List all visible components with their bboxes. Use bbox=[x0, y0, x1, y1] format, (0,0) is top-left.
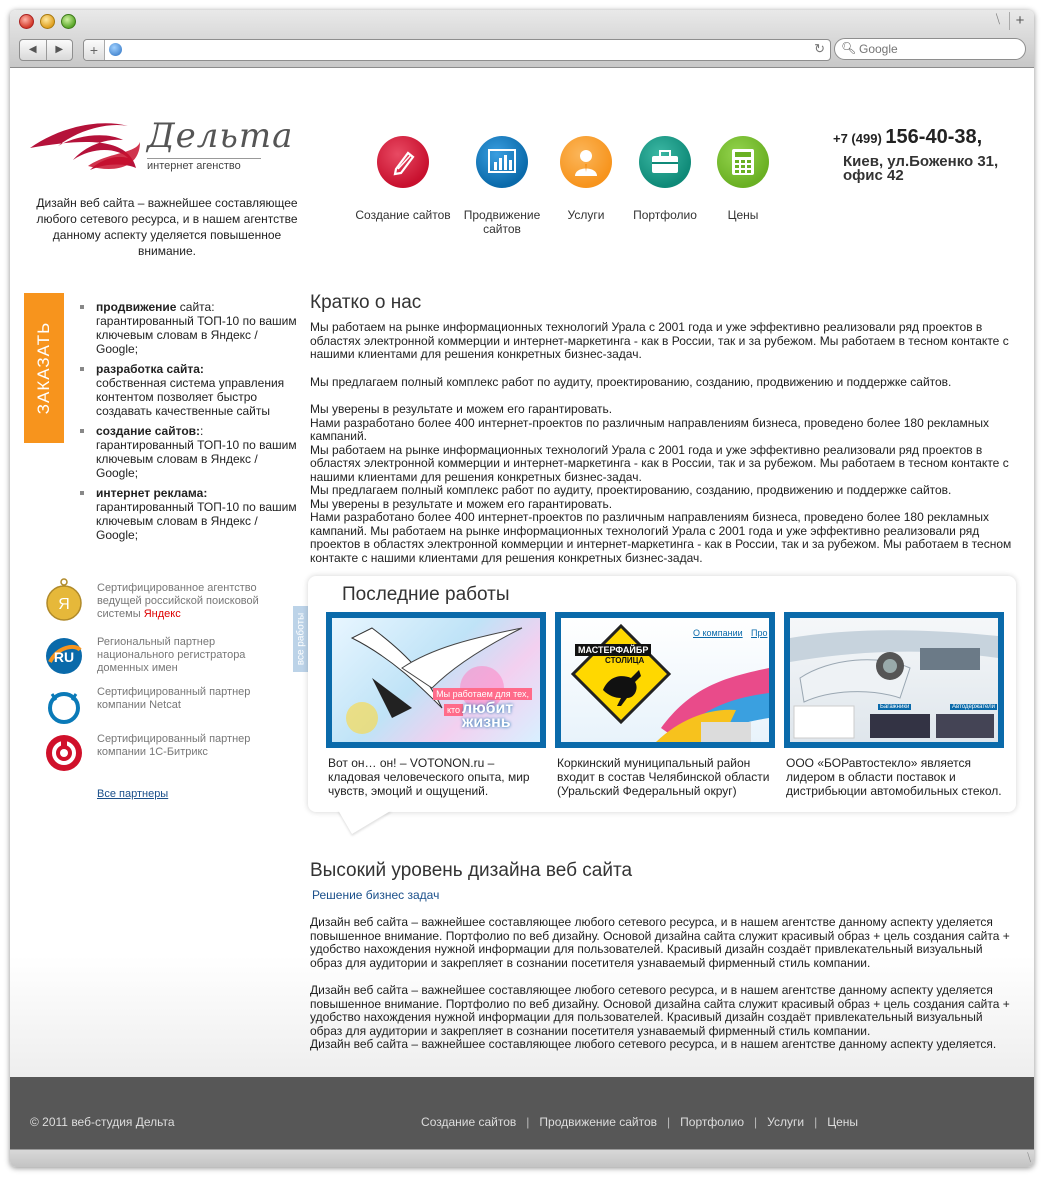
person-icon bbox=[560, 136, 612, 188]
thumb-text: СТОЛИЦА bbox=[605, 656, 645, 665]
nav-create-sites[interactable] bbox=[353, 136, 453, 222]
list-item bbox=[80, 486, 302, 542]
thumb-text: Мы работаем для тех, bbox=[433, 688, 532, 700]
phone-number bbox=[833, 126, 982, 149]
about-paragraph: Мы уверены в результате и можем его гарантировать. Нами разработано более 400 интернет-проектов по различным направлениям бизнеса, проведено более 180 рекламных кампаний. Мы работаем на рынке информационных технологий Урала с 2001 года и уже эффективно реализовали ряд проектов в областях электронной коммерции и интернет-маркетинга - как в России, так и за рубежом. Мы работаем в тесном контакте с нашими клиентами для решения конкретных бизнес-задач. Мы предлагаем полный комплекс работ по аудиту, проектированию, созданию, продвижению и поддержке сайтов. Мы уверены в результате и можем его гарантировать. Нами разработано более 400 интернет-проектов по различным направлениям бизнеса, проведено более 180 рекламных кампаний. Мы работаем на рынке информационных технологий Урала с 2001 года и уже эффективно реализовали ряд проектов в областях электронной коммерции и интернет-маркетинга - как в России, так и за рубежом. Мы работаем в тесном контакте с нашими клиентами для решения конкретных бизнес-задач. bbox=[310, 402, 1012, 565]
reload-icon[interactable]: ↻ bbox=[814, 41, 825, 56]
browser-status-bar bbox=[10, 1149, 1034, 1167]
work-card-votonon[interactable] bbox=[326, 612, 546, 798]
resize-corner-icon[interactable]: ⧹ bbox=[1027, 1152, 1031, 1164]
service-title[interactable]: продвижение bbox=[96, 300, 177, 314]
footer-link-create[interactable]: Создание сайтов bbox=[421, 1115, 517, 1129]
about-paragraph: Мы предлагаем полный комплекс работ по аудиту, проектированию, созданию, продвижению и поддержке сайтов. bbox=[310, 374, 952, 389]
partner-text-highlight: Яндекс bbox=[143, 608, 181, 620]
design-paragraph: Дизайн веб сайта – важнейшее составляющее любого сетевого ресурса, и в нашем агентстве данному аспекту уделяется повышенное внимание. Портфолио по веб дизайну. Основой дизайна сайта служит красивый образ + цель создания сайта + удобство нахождения нужной информации для пользователей. Красивый дизайн создаёт привлекательный визуальный образ для аудитории и закрепляет в сознании посетителя узнаваемый фирменный стиль компании. Дизайн веб сайта – важнейшее составляющее любого сетевого ресурса, и в нашем агентстве данному аспекту уделяется. bbox=[310, 983, 1010, 1051]
nav-label: Портфолио bbox=[633, 208, 697, 222]
footer-link-services[interactable]: Услуги bbox=[767, 1115, 805, 1129]
partner-text: Сертифицированный партнер компании 1С-Битрикс bbox=[97, 733, 251, 758]
phone-main: 156-40-38 bbox=[885, 126, 977, 148]
service-desc: гарантированный ТОП-10 по вашим ключевым словам в Яндекс / Google; bbox=[96, 500, 297, 542]
yandex-medal-icon bbox=[44, 576, 84, 622]
delta-logo-icon[interactable] bbox=[28, 118, 143, 178]
all-works-tab[interactable] bbox=[293, 606, 309, 672]
speech-bubble-tail bbox=[338, 810, 392, 834]
footer-separator: | bbox=[667, 1115, 671, 1129]
services-list bbox=[80, 300, 302, 548]
work-thumbnail[interactable] bbox=[790, 618, 998, 742]
minimize-window-button[interactable] bbox=[40, 14, 55, 29]
footer-links bbox=[421, 1115, 858, 1129]
logo-subtitle: интернет агенство bbox=[147, 158, 261, 172]
thumb-text: кто bbox=[444, 704, 463, 716]
work-card-boravtosteklo[interactable] bbox=[784, 612, 1004, 798]
add-bookmark-button[interactable]: + bbox=[84, 40, 105, 60]
service-title-rest: сайта: bbox=[176, 300, 215, 314]
thumb-text: Автодержатели bbox=[952, 704, 996, 710]
address-bar[interactable] bbox=[83, 39, 831, 61]
svg-text:Я: Я bbox=[58, 596, 70, 613]
site-footer bbox=[10, 1077, 1034, 1149]
work-caption: ООО «БОРавтостекло» является лидером в области поставок и дистрибьюции автомобильных стекол. bbox=[786, 756, 1002, 798]
svg-text:RU: RU bbox=[53, 649, 75, 665]
globe-icon bbox=[109, 43, 122, 56]
work-thumbnail[interactable] bbox=[561, 618, 769, 742]
new-tab-button[interactable]: + bbox=[1009, 12, 1030, 30]
footer-copyright: © 2011 веб-студия Дельта bbox=[30, 1115, 175, 1129]
design-text bbox=[310, 916, 1015, 1066]
history-buttons bbox=[19, 39, 73, 61]
order-tab-button[interactable] bbox=[24, 293, 64, 443]
latest-works-panel bbox=[308, 576, 1016, 812]
service-desc: гарантированный ТОП-10 по вашим ключевым словам в Яндекс / Google; bbox=[96, 438, 297, 480]
footer-link-promotion[interactable]: Продвижение сайтов bbox=[539, 1115, 658, 1129]
footer-link-prices[interactable]: Цены bbox=[827, 1115, 858, 1129]
phone-prefix: +7 (499) bbox=[833, 131, 882, 146]
footer-link-portfolio[interactable]: Портфолио bbox=[680, 1115, 745, 1129]
phone-suffix: , bbox=[976, 126, 983, 148]
netcat-icon bbox=[44, 686, 84, 726]
footer-separator: | bbox=[754, 1115, 758, 1129]
nav-label: Создание сайтов bbox=[355, 208, 451, 222]
resize-grip-icon: ⧹ bbox=[995, 12, 1000, 26]
web-page bbox=[10, 68, 1034, 1077]
all-partners-link[interactable]: Все партнеры bbox=[97, 788, 169, 800]
partner-text: Сертифицированный партнер компании Netcat bbox=[97, 686, 251, 711]
nav-label: Цены bbox=[727, 208, 759, 222]
logo-title: Дельта bbox=[147, 116, 294, 156]
briefcase-icon bbox=[639, 136, 691, 188]
zoom-window-button[interactable] bbox=[61, 14, 76, 29]
search-box[interactable] bbox=[834, 38, 1026, 60]
nav-prices[interactable] bbox=[693, 136, 793, 222]
partner-text: Региональный партнер национального регистратора доменных имен bbox=[97, 636, 246, 674]
service-title-rest: : bbox=[200, 424, 204, 438]
nav-label: Продвижение сайтов bbox=[463, 208, 541, 236]
office-address: Киев, ул.Боженко 31, офис 42 bbox=[843, 153, 999, 184]
all-works-tab-label: все работы bbox=[295, 612, 307, 666]
thumb-text: МАСТЕРФАЙБР bbox=[575, 644, 651, 656]
thumb-link[interactable]: О компании bbox=[693, 628, 743, 638]
bar-chart-icon bbox=[476, 136, 528, 188]
search-icon: 🔍︎ bbox=[841, 41, 857, 55]
search-input[interactable] bbox=[859, 40, 1009, 57]
design-title: Высокий уровень дизайна веб сайта bbox=[310, 860, 633, 881]
service-title[interactable]: создание сайтов: bbox=[96, 424, 201, 438]
pencil-icon bbox=[377, 136, 429, 188]
latest-works-title: Последние работы bbox=[342, 584, 510, 605]
list-item bbox=[80, 300, 302, 356]
order-tab-label: ЗАКАЗАТЬ bbox=[34, 321, 53, 415]
work-caption: Вот он… он! – VOTONON.ru – кладовая человеческого опыта, мир чувств, эмоций и ощущений. bbox=[328, 756, 530, 798]
partner-yandex[interactable] bbox=[44, 582, 284, 636]
list-item bbox=[80, 362, 302, 418]
calculator-icon bbox=[717, 136, 769, 188]
service-title[interactable]: интернет реклама: bbox=[96, 486, 208, 500]
design-paragraph: Дизайн веб сайта – важнейшее составляющее любого сетевого ресурса, и в нашем агентстве данному аспекту уделяется повышенное внимание. Портфолио по веб дизайну. Основой дизайна сайта служит красивый образ + цель создания сайта + удобство нахождения нужной информации для пользователей. Красивый дизайн создаёт привлекательный визуальный образ для аудитории и закрепляет в сознании посетителя узнаваемый фирменный стиль компании. bbox=[310, 915, 1010, 970]
design-subtitle: Решение бизнес задач bbox=[312, 888, 440, 902]
nav-label: Услуги bbox=[567, 208, 605, 222]
back-button[interactable]: ◀ bbox=[28, 44, 37, 55]
service-desc: гарантированный ТОП-10 по вашим ключевым словам в Яндекс / Google; bbox=[96, 314, 297, 356]
forward-button[interactable]: ▶ bbox=[46, 40, 73, 60]
browser-toolbar bbox=[10, 10, 1034, 68]
service-title[interactable]: разработка сайта: bbox=[96, 362, 204, 376]
footer-separator: | bbox=[814, 1115, 818, 1129]
thumb-text: любит жизнь bbox=[462, 700, 514, 731]
list-item bbox=[80, 424, 302, 480]
about-text bbox=[310, 321, 1015, 579]
ru-center-icon bbox=[44, 636, 84, 676]
work-thumbnail[interactable] bbox=[332, 618, 540, 742]
partner-text: Сертифицированное агентство ведущей российской поисковой системы bbox=[97, 582, 259, 620]
work-caption: Коркинский муниципальный район входит в состав Челябинской области (Уральский Федеральный округ) bbox=[557, 756, 770, 798]
footer-separator: | bbox=[526, 1115, 530, 1129]
partners-list bbox=[44, 582, 284, 783]
about-paragraph: Мы работаем на рынке информационных технологий Урала с 2001 года и уже эффективно реализовали ряд проектов в областях электронной коммерции и интернет-маркетинга - как в России, так и за рубежом. Мы работаем в тесном контакте с нашими клиентами для решения конкретных бизнес-задач. bbox=[310, 320, 1009, 361]
partner-bitrix[interactable] bbox=[44, 733, 284, 783]
bitrix-icon bbox=[44, 733, 84, 773]
about-title: Кратко о нас bbox=[310, 292, 422, 313]
partner-ru-center[interactable] bbox=[44, 636, 284, 686]
work-card-korkino[interactable] bbox=[555, 612, 775, 798]
close-window-button[interactable] bbox=[19, 14, 34, 29]
partner-netcat[interactable] bbox=[44, 686, 284, 733]
browser-window bbox=[10, 10, 1034, 1167]
thumb-text: Багажники bbox=[880, 704, 910, 710]
thumb-link[interactable]: Про bbox=[751, 628, 768, 638]
header-tagline: Дизайн веб сайта – важнейшее составляющее любого сетевого ресурса, и в нашем агентстве данному аспекту уделяется повышенное внимание. bbox=[36, 196, 298, 258]
service-desc: собственная система управления контентом позволяет быстро создавать качественные сайты bbox=[96, 376, 285, 418]
